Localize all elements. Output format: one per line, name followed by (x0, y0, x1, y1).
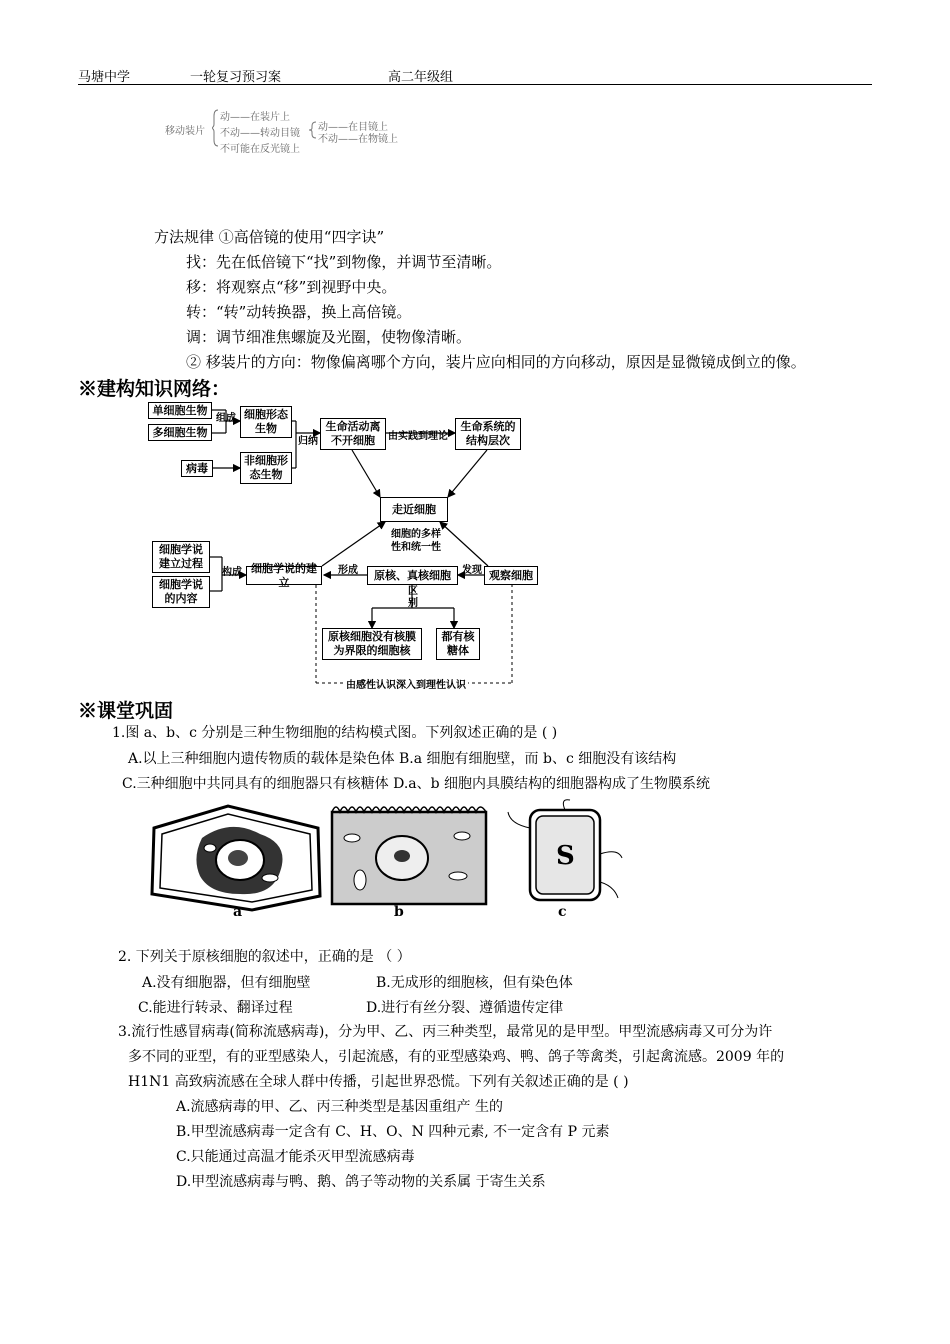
move-l2: 不动——转动目镜 (220, 128, 300, 139)
method-adjust: 调：调节细准焦螺旋及光圈，使物像清晰。 (186, 328, 472, 346)
node-approach-cell: 走近细胞 (380, 497, 448, 522)
method-move: 移：将观察点“移”到视野中央。 (186, 278, 397, 296)
header-doc: 一轮复习预习案 (190, 70, 282, 85)
node-noncell-form: 非细胞形态生物 (240, 452, 292, 484)
label-form: 构成 (222, 567, 242, 578)
node-pro-eukaryote: 原核、真核细胞 (367, 566, 458, 585)
q3-stem-line3: H1N1 高致病流感在全球人群中传播，引起世界恐慌。下列有关叙述正确的是 ( ) (128, 1074, 629, 1090)
network-title: ※建构知识网络： (78, 378, 231, 400)
q3-option-a: A.流感病毒的甲、乙、丙三种类型是基因重组产 生的 (176, 1099, 504, 1115)
move-l3: 不可能在反光镜上 (220, 144, 300, 155)
node-virus: 病毒 (181, 460, 213, 477)
node-life-activity: 生命活动离不开细胞 (320, 418, 386, 450)
label-discover: 发现 (462, 565, 482, 576)
move-l1: 动——在装片上 (220, 112, 290, 123)
label-difference: 区别 (408, 586, 418, 609)
q3-option-c: C.只能通过高温才能杀灭甲型流感病毒 (176, 1149, 415, 1165)
node-theory-content: 细胞学说的内容 (152, 576, 210, 608)
node-theory-build: 细胞学说的建立 (246, 566, 322, 585)
q2-option-a: A.没有细胞器，但有细胞壁 (142, 975, 311, 991)
q1-stem: 1.图 a、b、c 分别是三种生物细胞的结构模式图。下列叙述正确的是 ( ) (112, 725, 558, 741)
label-diversity-unity: 细胞的多样性和统一性 (391, 529, 441, 553)
svg-text:S: S (556, 841, 575, 871)
header-school: 马塘中学 (78, 70, 131, 85)
fig-label-c: c (558, 904, 567, 920)
node-no-nuclear-membrane: 原核细胞没有核膜为界限的细胞核 (322, 628, 422, 660)
q2-stem: 2. 下列关于原核细胞的叙述中，正确的是 （ ） (118, 949, 411, 965)
q1-options-ab: A.以上三种细胞内遗传物质的载体是染色体 B.a 细胞有细胞壁，而 b、c 细胞没有该结构 (128, 751, 677, 767)
q3-stem-line1: 3.流行性感冒病毒(简称流感病毒)，分为甲、乙、丙三种类型，最常见的是甲型。甲型流感病毒又可分为许 (118, 1024, 773, 1040)
label-shape: 形成 (338, 565, 358, 576)
method-title: 方法规律 ①高倍镜的使用“四字诀” (154, 228, 385, 246)
label-perceptual-rational: 由感性认识深入到理性认识 (344, 676, 468, 691)
node-multi-cell: 多细胞生物 (148, 424, 212, 441)
header-grade: 高二年级组 (388, 70, 454, 85)
node-life-levels: 生命系统的结构层次 (455, 418, 521, 450)
label-practice-theory: 由实践到理论 (388, 431, 448, 442)
q3-stem-line2: 多不同的亚型，有的亚型感染人，引起流感，有的亚型感染鸡、鸭、鸽子等禽类，引起禽流感。2009 年的 (128, 1049, 785, 1065)
q3-option-d: D.甲型流感病毒与鸭、鹅、鸽子等动物的关系属 于寄生关系 (176, 1174, 546, 1190)
fig-label-b: b (394, 904, 404, 920)
method-direction: ② 移装片的方向：物像偏离哪个方向，装片应向相同的方向移动，原因是显微镜成倒立的像。 (186, 353, 806, 371)
method-find: 找：先在低倍镜下“找”到物像，并调节至清晰。 (186, 253, 502, 271)
label-induce: 归纳 (298, 436, 318, 447)
node-theory-process: 细胞学说建立过程 (152, 541, 210, 573)
consolidate-title: ※课堂巩固 (78, 700, 174, 722)
q3-option-b: B.甲型流感病毒一定含有 C、H、O、N 四种元素, 不一定含有 P 元素 (176, 1124, 610, 1140)
q2-option-d: D.进行有丝分裂、遵循遗传定律 (366, 1000, 564, 1016)
node-cell-form: 细胞形态生物 (240, 406, 292, 438)
bacterium-figure (508, 800, 622, 900)
q2-option-b: B.无成形的细胞核，但有染色体 (376, 975, 573, 991)
cell-figures (140, 798, 630, 924)
q2-option-c: C.能进行转录、翻译过程 (138, 1000, 293, 1016)
node-observe-cell: 观察细胞 (484, 566, 538, 585)
node-single-cell: 单细胞生物 (148, 402, 212, 419)
node-ribosome: 都有核糖体 (436, 628, 480, 660)
plant-cell-figure (152, 806, 320, 910)
move-l2b: 不动——在物镜上 (318, 134, 398, 145)
q1-options-cd: C.三种细胞中共同具有的细胞器只有核糖体 D.a、b 细胞内具膜结构的细胞器构成了生物膜系统 (122, 776, 711, 792)
move-l2a: 动——在目镜上 (318, 122, 388, 133)
method-turn: 转：“转”动转换器，换上高倍镜。 (186, 303, 412, 321)
move-root: 移动装片 (165, 126, 205, 137)
animal-cell-figure (332, 807, 486, 904)
fig-label-a: a (233, 904, 243, 920)
label-compose: 组成 (216, 413, 236, 424)
